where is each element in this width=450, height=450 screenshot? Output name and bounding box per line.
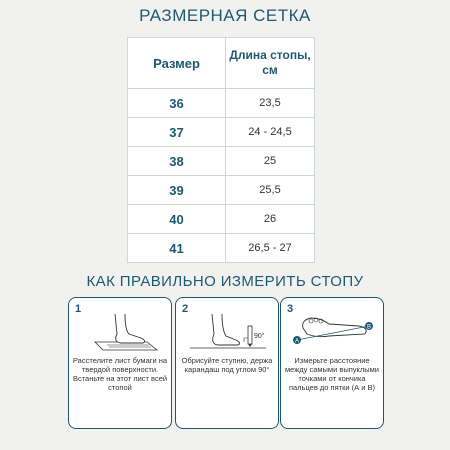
length-cell: 24 - 24,5 [226,118,315,147]
foot-measure-icon [289,312,377,354]
pencil-outline-icon [184,312,272,354]
point-a-label: A [294,338,300,345]
step-text: Измерьте расстояние между самыми выпуклыми точками от кончика пальцев до пятки (А и В) [284,356,380,392]
length-cell: 25,5 [226,176,315,205]
size-table [127,37,315,263]
step-card-2 [175,297,279,429]
size-cell: 36 [128,89,226,118]
foot-on-paper-icon [77,312,165,354]
step-text: Обрисуйте ступню, держа карандаш под углом 90° [181,356,273,374]
length-cell: 23,5 [226,89,315,118]
length-cell: 25 [226,147,315,176]
step-text: Расстелите лист бумаги на твердой поверхности. Встаньте на этот лист всей стопой [72,356,168,392]
point-b-label: B [366,324,372,331]
angle-label: 90° [254,333,265,340]
header-foot-length: Длина стопы, см [226,38,315,89]
length-cell: 26 [226,205,315,234]
step-card-3 [280,297,384,429]
step-number: 1 [75,303,82,315]
size-cell: 38 [128,147,226,176]
step-number: 3 [287,303,294,315]
size-cell: 40 [128,205,226,234]
table-row [128,176,315,205]
step-number: 2 [182,303,189,315]
page-title: РАЗМЕРНАЯ СЕТКА [139,6,311,25]
table-row [128,89,315,118]
header-size: Размер [128,38,226,89]
size-cell: 39 [128,176,226,205]
size-cell: 41 [128,234,226,263]
table-row [128,205,315,234]
step-card-1 [68,297,172,429]
length-cell: 26,5 - 27 [226,234,315,263]
table-header-row [128,38,315,89]
size-cell: 37 [128,118,226,147]
table-row [128,234,315,263]
table-row [128,118,315,147]
table-row [128,147,315,176]
measure-heading: КАК ПРАВИЛЬНО ИЗМЕРИТЬ СТОПУ [86,273,364,290]
